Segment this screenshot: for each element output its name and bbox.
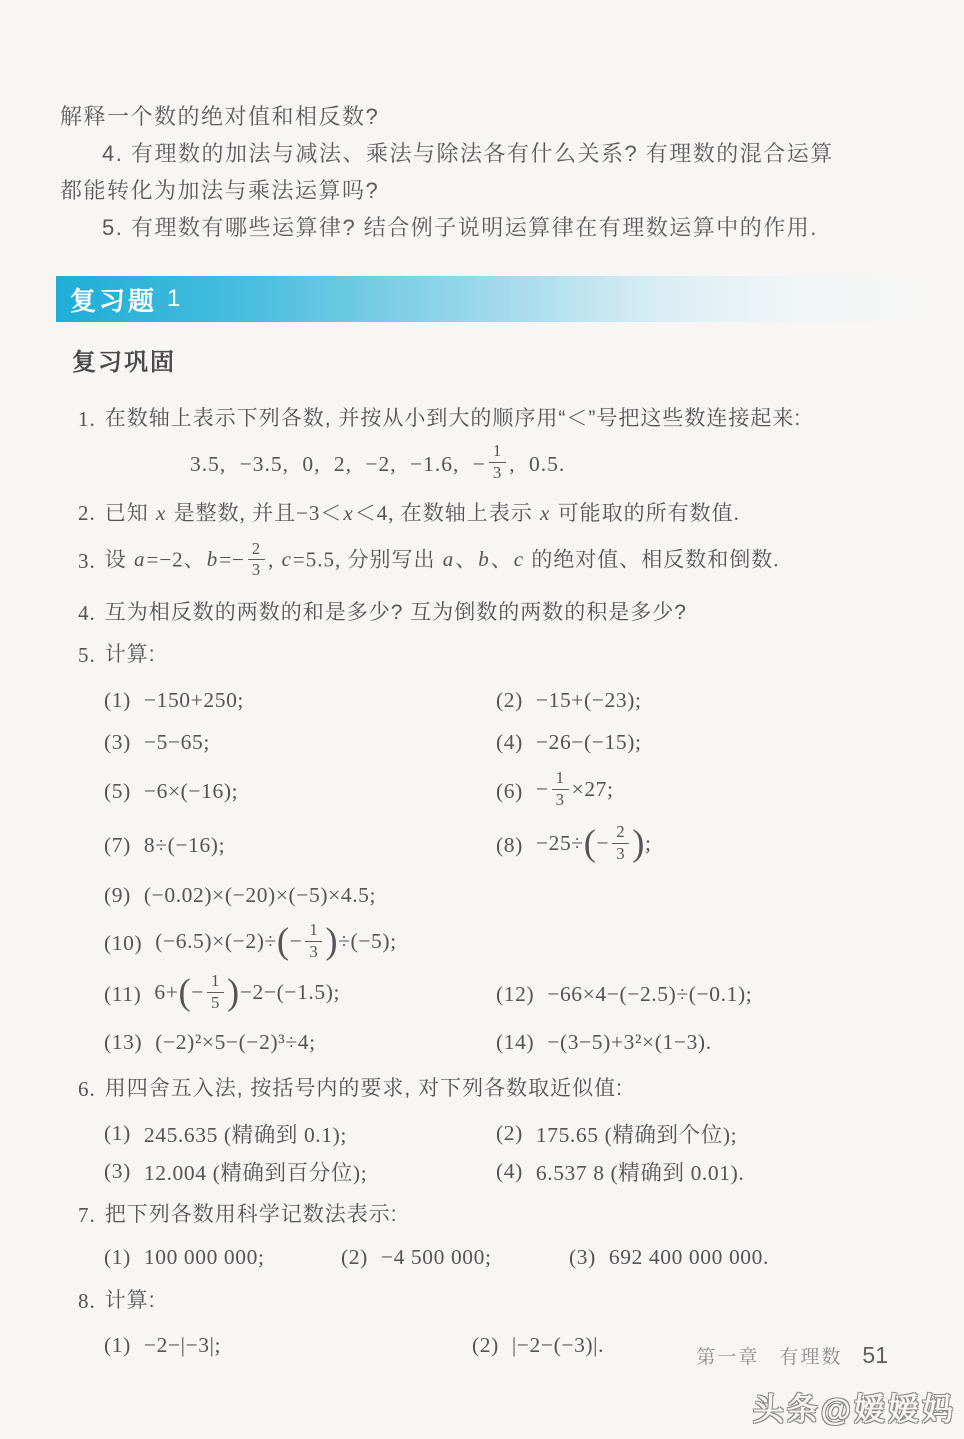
problem-5-items	[104, 680, 880, 1064]
calc-item-2: (2) −15+(−23);	[496, 687, 642, 712]
scientific-notation-item-1: (1) 100 000 000;	[104, 1244, 265, 1269]
problem-7-number: 7.	[78, 1203, 96, 1227]
problem-2-number: 2.	[78, 501, 96, 525]
banner-number: 1	[167, 285, 181, 312]
review-exercise-banner	[56, 276, 942, 322]
page-number: 51	[862, 1342, 888, 1368]
problem-1-number: 1.	[78, 407, 96, 431]
chapter-title: 有理数	[779, 1347, 843, 1368]
rounding-item-4: (4) 6.537 8 (精确到 0.01).	[496, 1158, 745, 1185]
calc-item-10: (10) (−6.5)×(−2)÷(− $\frac{1}{3}$ )÷(−5);	[104, 919, 397, 961]
problem-3-number: 3.	[78, 549, 96, 573]
problem-8-number: 8.	[78, 1289, 96, 1313]
problem-1-text: 在数轴上表示下列各数, 并按从小到大的顺序用“＜”号把这些数连接起来:	[104, 407, 802, 430]
problem-6-text: 用四舍五入法, 按括号内的要求, 对下列各数取近似值:	[104, 1077, 623, 1100]
calc-item-6: (6) − $\frac{1}{3}$ ×27;	[496, 768, 614, 809]
problem-7-text: 把下列各数用科学记数法表示:	[104, 1203, 398, 1226]
calc-item-7: (7) 8÷(−16);	[104, 832, 226, 857]
scientific-notation-item-2: (2) −4 500 000;	[341, 1244, 492, 1269]
calc-item-9: (9) (−0.02)×(−20)×(−5)×4.5;	[104, 882, 377, 907]
problem-1	[60, 402, 880, 436]
calc-item-8: (8) −25÷(− $\frac{2}{3}$ );	[496, 821, 652, 863]
calc-item-12: (12) −66×4−(−2.5)÷(−0.1);	[496, 981, 753, 1006]
problem-4-text: 互为相反数的两数的和是多少? 互为倒数的两数的积是多少?	[104, 601, 687, 624]
problem-2	[60, 496, 880, 530]
abs-calc-item-1: (1) −2−|−3|;	[104, 1332, 222, 1357]
problem-6-number: 6.	[78, 1077, 96, 1101]
calc-item-1: (1) −150+250;	[104, 687, 244, 712]
scientific-notation-item-3: (3) 692 400 000 000.	[569, 1244, 769, 1269]
calc-item-13: (13) (−2)²×5−(−2)³÷4;	[104, 1029, 316, 1054]
intro-line: 解释一个数的绝对值和相反数?	[60, 104, 380, 129]
calc-item-5: (5) −6×(−16);	[104, 778, 239, 803]
calc-item-4: (4) −26−(−15);	[496, 729, 642, 754]
calc-item-14: (14) −(3−5)+3²×(1−3).	[496, 1029, 712, 1054]
problem-6	[60, 1072, 880, 1106]
page-footer	[696, 1342, 888, 1369]
calc-item-3: (3) −5−65;	[104, 729, 210, 754]
intro-line-question-4: 4. 有理数的加法与减法、乘法与除法各有什么关系? 有理数的混合运算	[102, 141, 834, 166]
problem-2-text: 已知 x 是整数, 并且−3＜x＜4, 在数轴上表示 x 可能取的所有数值.	[104, 501, 740, 525]
intro-line: 都能转化为加法与乘法运算吗?	[60, 178, 380, 203]
problem-4	[60, 596, 880, 630]
rounding-item-3: (3) 12.004 (精确到百分位);	[104, 1158, 368, 1185]
calc-item-11: (11) 6+(− $\frac{1}{5}$ )−2−(−1.5);	[104, 970, 341, 1012]
problem-4-number: 4.	[78, 601, 96, 625]
problem-8	[60, 1284, 880, 1318]
chapter-label: 第一章	[696, 1347, 760, 1368]
rounding-item-2: (2) 175.65 (精确到个位);	[496, 1120, 738, 1147]
section-heading: 复习巩固	[72, 349, 176, 376]
rounding-item-1: (1) 245.635 (精确到 0.1);	[104, 1120, 347, 1147]
abs-calc-item-2: (2) |−2−(−3)|.	[472, 1332, 605, 1357]
problem-6-items	[104, 1114, 880, 1190]
problem-7-items	[104, 1238, 880, 1276]
problem-3-text: 设 a=−2、b=− $\frac{2}{3}$ , c=5.5, 分别写出 a、b、c 的绝对值、相反数和倒数.	[104, 538, 780, 579]
problem-8-text: 计算:	[104, 1289, 156, 1312]
problem-1-number-list: 3.5, −3.5, 0, 2, −2, −1.6, − $\frac{1}{3}$ , 0.5.	[190, 441, 566, 482]
problem-5	[60, 638, 880, 672]
watermark: 头条@嫒嫒妈	[752, 1392, 956, 1427]
banner-title: 复习题	[70, 285, 158, 316]
problem-5-text: 计算:	[104, 643, 156, 666]
intro-line-question-5: 5. 有理数有哪些运算律? 结合例子说明运算律在有理数运算中的作用.	[102, 215, 818, 240]
problem-3	[60, 536, 880, 586]
problem-7	[60, 1198, 880, 1232]
problem-5-number: 5.	[78, 643, 96, 667]
